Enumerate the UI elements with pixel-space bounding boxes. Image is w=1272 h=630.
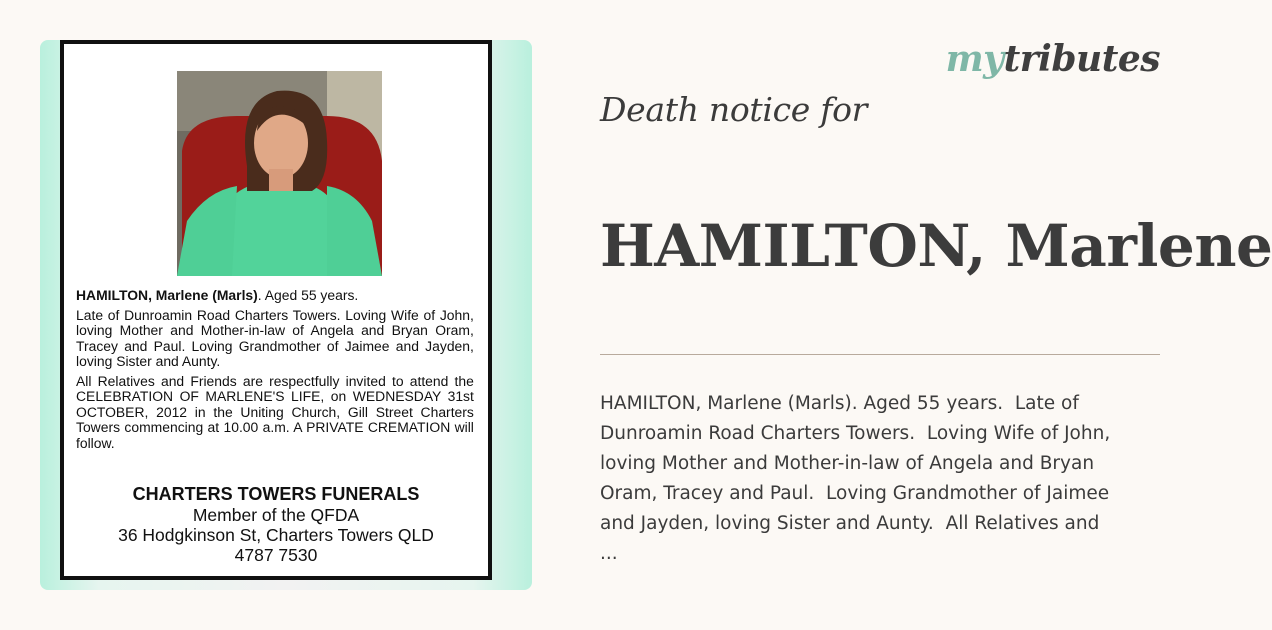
funeral-home-name: CHARTERS TOWERS FUNERALS	[132, 484, 420, 504]
funeral-home-block	[64, 484, 488, 565]
logo-suffix: tributes	[1003, 38, 1160, 80]
notice-name-line	[76, 289, 474, 305]
logo-prefix: my	[945, 38, 1004, 80]
divider	[600, 354, 1160, 355]
notice-excerpt: HAMILTON, Marlene (Marls). Aged 55 years. Late of Dunroamin Road Charters Towers. Loving Wife of John, loving Mother and Mother-in-law of Angela and Bryan Oram, Tracey and Paul. Loving Grandmother of Jaimee and Jayden, loving Sister and Aunty. All Relatives and ...	[600, 393, 1111, 564]
funeral-home-membership: Member of the QFDA	[192, 505, 360, 525]
notice-age: . Aged 55 years.	[257, 288, 359, 304]
notice-body	[76, 289, 474, 456]
notice-paragraph-service: All Relatives and Friends are respectfully invited to attend the CELEBRATION OF MARLENE'S LIFE, on WEDNESDAY 31st OCTOBER, 2012 in the Uniting Church, Gill Street Charters Towers commencing at 10.00 a.m. A PRIVATE CREMATION will follow.	[76, 373, 474, 452]
notice-paragraph-family: Late of Dunroamin Road Charters Towers. Loving Wife of John, loving Mother and Mother-in-law of Angela and Bryan Oram, Tracey and Paul. Loving Grandmother of Jaimee and Jayden, loving Sister and Aunty.	[76, 307, 474, 370]
portrait-photo	[177, 71, 382, 276]
death-notice-clipping	[60, 40, 492, 580]
funeral-home-phone: 4787 7530	[234, 545, 318, 565]
notice-name: HAMILTON, Marlene (Marls)	[76, 288, 258, 304]
funeral-home-address: 36 Hodgkinson St, Charters Towers QLD	[118, 525, 434, 545]
page-subtitle: Death notice for	[600, 90, 868, 129]
mytributes-logo[interactable]	[946, 38, 1160, 80]
page-title: HAMILTON, Marlene	[600, 212, 1272, 280]
notice-panel	[40, 40, 532, 590]
